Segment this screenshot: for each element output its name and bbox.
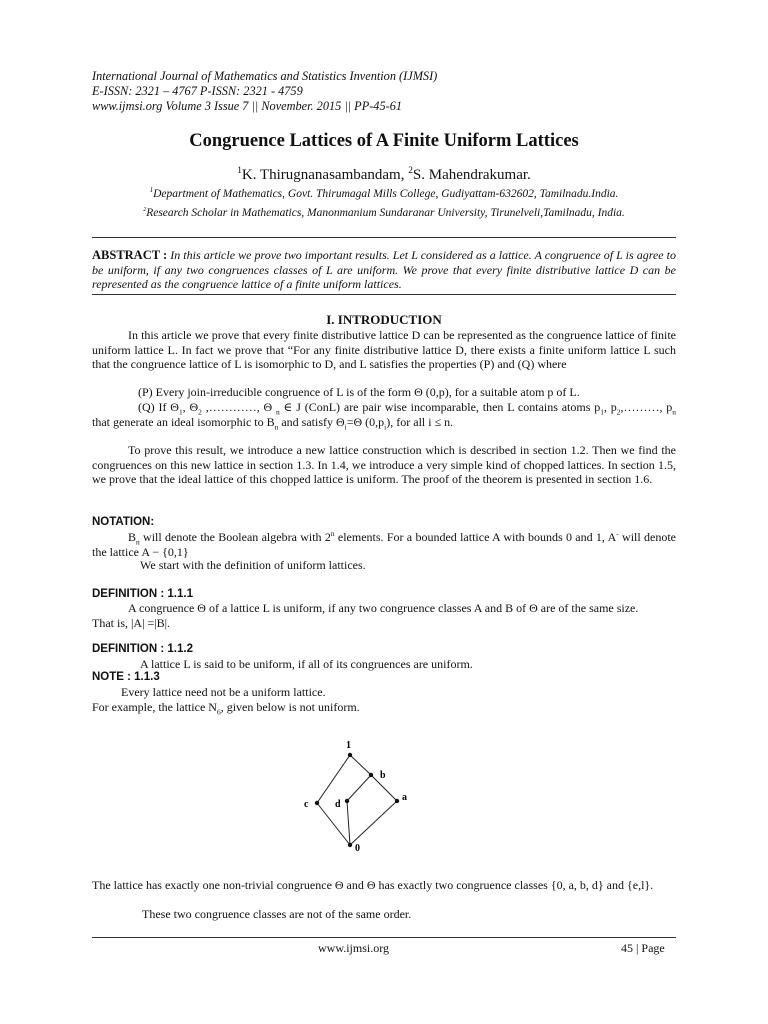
affiliation-1 <box>0 188 768 200</box>
author2: S. Mahendrakumar. <box>412 167 531 183</box>
q-text-1: (Q) If Θ <box>138 400 179 414</box>
notation-line-2: We start with the definition of uniform lattices. <box>140 558 366 572</box>
author1-sup: 1 <box>237 166 242 176</box>
q-text-6: ,………, p <box>620 400 673 414</box>
notation-heading: NOTATION: <box>92 516 155 528</box>
q-sub-8: i <box>344 421 347 431</box>
q-sub-3: n <box>276 407 280 417</box>
node-0 <box>348 843 352 847</box>
authors <box>0 167 768 184</box>
example-text-2: , given below is not uniform. <box>220 700 360 714</box>
abstract-label: ABSTRACT : <box>92 248 168 262</box>
edge-b-d <box>347 775 371 801</box>
q-sub-2: 2 <box>198 407 202 417</box>
affiliation-1-sup: 1 <box>149 186 154 195</box>
q-sub-6: n <box>672 407 677 417</box>
label-b: b <box>380 770 386 781</box>
intro-paragraph-1: In this article we prove that every finite distributive lattice D can be represented as the congruence lattice of finite uniform lattice L. In fact we prove that “For any finite distributive lattice D, there exists a finite uniform lattice L such that the congruence lattice of L is isomorphic to D, and L satisfies the properties (P) and (Q) where <box>92 328 676 372</box>
edge-1-b <box>350 755 371 775</box>
journal-name: International Journal of Mathematics and Statistics Invention (IJMSI) <box>92 69 438 83</box>
q-text-7: that generate an ideal isomorphic to B <box>92 414 275 429</box>
author1: K. Thirugnanasambandam, <box>241 167 409 183</box>
q-text-9: =Θ (0,p <box>346 414 385 429</box>
q-sub-5: 2 <box>616 407 621 417</box>
definition-1-1-1-equation: That is, |A| =|B|. <box>92 616 171 630</box>
author2-sup: 2 <box>408 166 413 176</box>
affiliation-2-sup: 2 <box>143 207 147 214</box>
after-paragraph-1: The lattice has exactly one non-trivial congruence Θ and Θ has exactly two congruence classes {0, a, b, d} and {e,l}. <box>92 878 654 892</box>
intro-paragraph-2: To prove this result, we introduce a new lattice construction which is described in section 1.2. Then we find the congruences on this new lattice in section 1.3. In 1.4, we introduce a very simple kind of chopped lattices. In section 1.5, we prove that the ideal lattice of this chopped lattice is uniform. The proof of the theorem is presented in section 1.6. <box>92 443 676 487</box>
abstract-top-rule <box>92 237 676 238</box>
notation-minus: - <box>616 529 619 538</box>
note-1-1-3-text: Every lattice need not be a uniform lattice. <box>121 685 326 699</box>
q-text-3: ,…………, Θ <box>201 400 276 414</box>
paper-title: Congruence Lattices of A Finite Uniform Lattices <box>189 131 579 151</box>
q-text-2: , Θ <box>182 400 199 414</box>
q-text-8: and satisfy Θ <box>278 414 345 429</box>
node-a <box>395 799 399 803</box>
lattice-n6-diagram <box>290 735 430 860</box>
notation-text-3: will denote the lattice A − {0,1} <box>92 530 676 559</box>
notation-line-1 <box>92 530 676 559</box>
definition-1-1-2-text: A lattice L is said to be uniform, if all of its congruences are uniform. <box>140 657 473 671</box>
property-p: (P) Every join-irreducible congruence of L is of the form Θ (0,p), for a suitable atom p of L. <box>138 385 580 399</box>
label-0: 0 <box>355 843 360 854</box>
example-sub: 6 <box>216 707 221 717</box>
footer-rule <box>92 937 676 938</box>
notation-b: B <box>128 530 137 544</box>
notation-b-sub: n <box>136 537 140 547</box>
notation-text-2: elements. For a bounded lattice A with bounds 0 and 1, A <box>334 530 617 544</box>
edge-c-0 <box>317 803 350 845</box>
affiliation-2 <box>0 207 768 219</box>
footer-page-number: 45 | Page <box>621 941 665 955</box>
q-text-10: ), for all i ≤ n. <box>386 414 454 429</box>
footer-site: www.ijmsi.org <box>318 941 390 955</box>
node-b <box>369 773 373 777</box>
node-d <box>345 799 349 803</box>
edge-a-0 <box>350 801 397 845</box>
q-text-5: , p <box>603 400 617 414</box>
abstract-bottom-rule <box>92 294 676 295</box>
example-text-1: For example, the lattice N <box>92 700 217 714</box>
note-1-1-3-heading: NOTE : 1.1.3 <box>92 671 160 683</box>
label-1: 1 <box>346 740 351 751</box>
journal-header <box>92 69 437 114</box>
node-c <box>315 801 319 805</box>
notation-text-1: will denote the Boolean algebra with 2 <box>139 530 331 544</box>
q-sub-9: i <box>384 421 387 431</box>
journal-issue: www.ijmsi.org Volume 3 Issue 7 || November. 2015 || PP-45-61 <box>92 99 402 113</box>
note-1-1-3-example <box>92 700 676 715</box>
q-text-4: ∈ J (ConL) are pair wise incomparable, then L contains atoms p <box>279 400 601 414</box>
affiliation-1-text: Department of Mathematics, Govt. Thirumagal Mills College, Gudiyattam-632602, Tamilnadu.India. <box>153 188 619 200</box>
q-sub-4: 1 <box>600 407 604 417</box>
definition-1-1-2-heading: DEFINITION : 1.1.2 <box>92 643 193 655</box>
notation-pow: n <box>330 529 335 538</box>
label-d: d <box>335 799 341 810</box>
definition-1-1-1-heading: DEFINITION : 1.1.1 <box>92 588 193 600</box>
edge-1-c <box>317 755 350 803</box>
label-c: c <box>304 799 309 810</box>
q-sub-1: 1 <box>178 407 183 417</box>
after-paragraph-2: These two congruence classes are not of the same order. <box>142 907 412 921</box>
section-heading-introduction: I. INTRODUCTION <box>326 312 442 327</box>
edge-d-0 <box>347 801 350 845</box>
journal-issn: E-ISSN: 2321 – 4767 P-ISSN: 2321 - 4759 <box>92 84 303 98</box>
label-a: a <box>402 792 407 803</box>
affiliation-2-text: Research Scholar in Mathematics, Manonmanium Sundaranar University, Tirunelveli,Tamilnadu, India. <box>146 207 625 219</box>
q-sub-7: n <box>274 421 279 431</box>
definition-1-1-1-text: A congruence Θ of a lattice L is uniform, if any two congruence classes A and B of Θ are of the same size. <box>128 601 639 615</box>
property-q <box>92 400 676 429</box>
abstract <box>92 248 676 292</box>
node-1 <box>348 753 352 757</box>
abstract-text: In this article we prove two important results. Let L considered as a lattice. A congruence of L is agree to be uniform, if any two congruences classes of L are uniform. We prove that every finite distributive lattice D can be represented as the congruence lattice of a finite uniform lattices. <box>92 248 676 291</box>
